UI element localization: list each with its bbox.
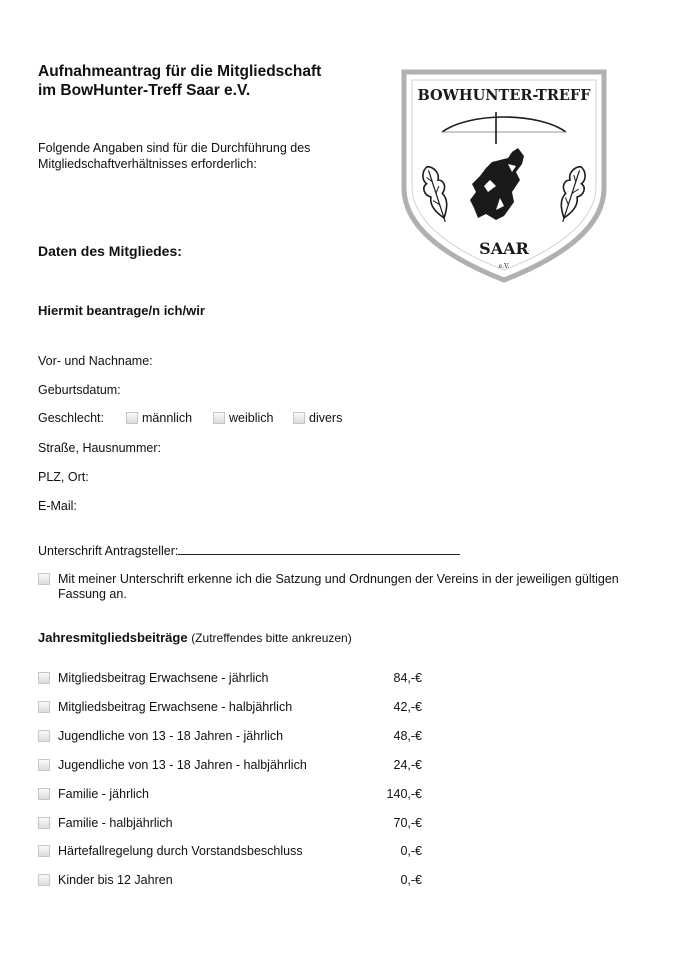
gender-label: Geschlecht: (38, 411, 105, 425)
fee-item (38, 816, 422, 832)
member-heading: Daten des Mitgliedes: (38, 243, 182, 259)
logo-suffix: e.V. (498, 263, 510, 270)
fees-note: (Zutreffendes bitte ankreuzen) (191, 631, 352, 645)
fee-item (38, 758, 422, 774)
street-field-label[interactable]: Straße, Hausnummer: (38, 441, 161, 455)
fee-item (38, 729, 422, 745)
fee-item (38, 844, 422, 860)
fee-item (38, 671, 422, 687)
fee-label: Jugendliche von 13 - 18 Jahren - halbjährlich (58, 758, 307, 772)
fees-heading (38, 630, 352, 645)
intro-line-2: Mitgliedschaftverhältnisses erforderlich: (38, 157, 257, 171)
logo-top-text: BOWHUNTER-TREFF (417, 87, 591, 104)
title-line-2: im BowHunter-Treff Saar e.V. (38, 82, 251, 99)
signature-label: Unterschrift Antragsteller: (38, 544, 179, 558)
signature-line[interactable] (178, 542, 460, 555)
page-title (38, 62, 321, 100)
fee-checkbox[interactable] (38, 730, 50, 742)
fee-label: Mitgliedsbeitrag Erwachsene - halbjährlich (58, 700, 293, 714)
gender-option-diverse-label: divers (309, 411, 343, 425)
fee-checkbox[interactable] (38, 845, 50, 857)
city-field-label[interactable]: PLZ, Ort: (38, 470, 89, 484)
signature-row (38, 542, 460, 558)
fee-checkbox[interactable] (38, 759, 50, 771)
consent-checkbox[interactable] (38, 573, 50, 585)
checkbox-female[interactable] (213, 412, 225, 424)
fee-price: 42,-€ (393, 700, 422, 714)
fee-label: Familie - halbjährlich (58, 816, 173, 830)
fee-label: Familie - jährlich (58, 787, 149, 801)
fee-label: Kinder bis 12 Jahren (58, 873, 173, 887)
consent-row (38, 572, 638, 602)
intro-line-1: Folgende Angaben sind für die Durchführung des (38, 141, 311, 155)
birthdate-field-label[interactable]: Geburtsdatum: (38, 383, 121, 397)
fee-price: 140,-€ (386, 787, 422, 801)
gender-option-male[interactable] (126, 411, 192, 425)
gender-option-female[interactable] (213, 411, 273, 425)
gender-option-diverse[interactable] (293, 411, 342, 425)
fee-label: Härtefallregelung durch Vorstandsbeschluss (58, 844, 303, 858)
checkbox-diverse[interactable] (293, 412, 305, 424)
fee-checkbox[interactable] (38, 701, 50, 713)
consent-line-1: Mit meiner Unterschrift erkenne ich die Satzung und Ordnungen der Vereins in der jeweiligen gültigen (58, 572, 619, 586)
fee-checkbox[interactable] (38, 788, 50, 800)
consent-line-2: Fassung an. (58, 587, 127, 601)
fee-checkbox[interactable] (38, 874, 50, 886)
fee-checkbox[interactable] (38, 817, 50, 829)
intro-text (38, 140, 338, 172)
fee-price: 24,-€ (393, 758, 422, 772)
gender-option-male-label: männlich (142, 411, 193, 425)
member-subheading: Hiermit beantrage/n ich/wir (38, 303, 205, 318)
fee-price: 0,-€ (400, 844, 422, 858)
checkbox-male[interactable] (126, 412, 138, 424)
fee-item (38, 873, 422, 889)
fee-checkbox[interactable] (38, 672, 50, 684)
fees-heading-text: Jahresmitgliedsbeiträge (38, 630, 188, 645)
name-field-label[interactable]: Vor- und Nachname: (38, 354, 153, 368)
fee-item (38, 700, 422, 716)
fee-label: Jugendliche von 13 - 18 Jahren - jährlich (58, 729, 284, 743)
fee-price: 48,-€ (393, 729, 422, 743)
fee-price: 70,-€ (393, 816, 422, 830)
fee-price: 0,-€ (400, 873, 422, 887)
fee-price: 84,-€ (393, 671, 422, 685)
club-crest-icon (400, 68, 608, 284)
fee-label: Mitgliedsbeitrag Erwachsene - jährlich (58, 671, 269, 685)
gender-option-female-label: weiblich (229, 411, 274, 425)
title-line-1: Aufnahmeantrag für die Mitgliedschaft (38, 63, 322, 80)
fee-item (38, 787, 422, 803)
logo-bottom-text: SAAR (479, 239, 529, 258)
email-field-label[interactable]: E-Mail: (38, 499, 77, 513)
club-logo (400, 68, 608, 284)
